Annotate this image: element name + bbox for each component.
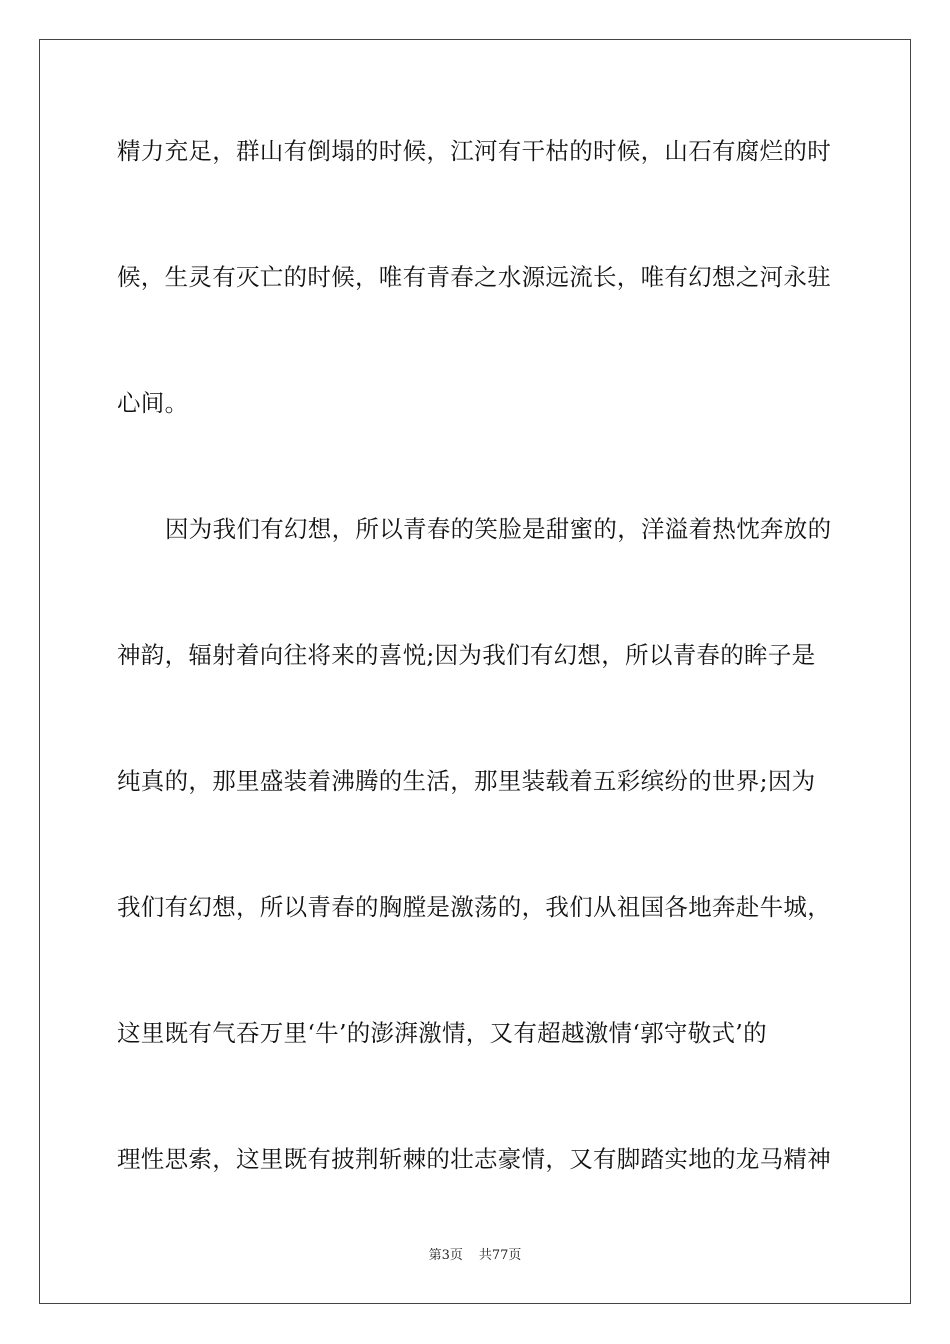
text-line: 理性思索，这里既有披荆斩棘的壮志豪情，又有脚踏实地的龙马精神	[117, 1145, 831, 1173]
text-line: 候，生灵有灭亡的时候，唯有青春之水源远流长，唯有幻想之河永驻	[117, 263, 831, 291]
text-line: 我们有幻想，所以青春的胸膛是激荡的，我们从祖国各地奔赴牛城，	[117, 893, 831, 921]
paragraph-first-line: 因为我们有幻想，所以青春的笑脸是甜蜜的，洋溢着热忱奔放的	[165, 515, 832, 543]
page-number: 第3页	[428, 1248, 463, 1263]
page-total: 共77页	[478, 1248, 522, 1263]
text-line: 这里既有气吞万里‘牛’的澎湃激情，又有超越激情‘郭守敬式’的	[117, 1019, 767, 1047]
text-line: 精力充足，群山有倒塌的时候，江河有干枯的时候，山石有腐烂的时	[117, 137, 831, 165]
text-line: 神韵，辐射着向往将来的喜悦;因为我们有幻想，所以青春的眸子是	[117, 641, 816, 669]
text-line: 心间。	[117, 389, 189, 417]
page-border	[39, 39, 911, 1304]
text-line: 纯真的，那里盛装着沸腾的生活，那里装载着五彩缤纷的世界;因为	[117, 767, 816, 795]
page-footer	[0, 1247, 950, 1265]
